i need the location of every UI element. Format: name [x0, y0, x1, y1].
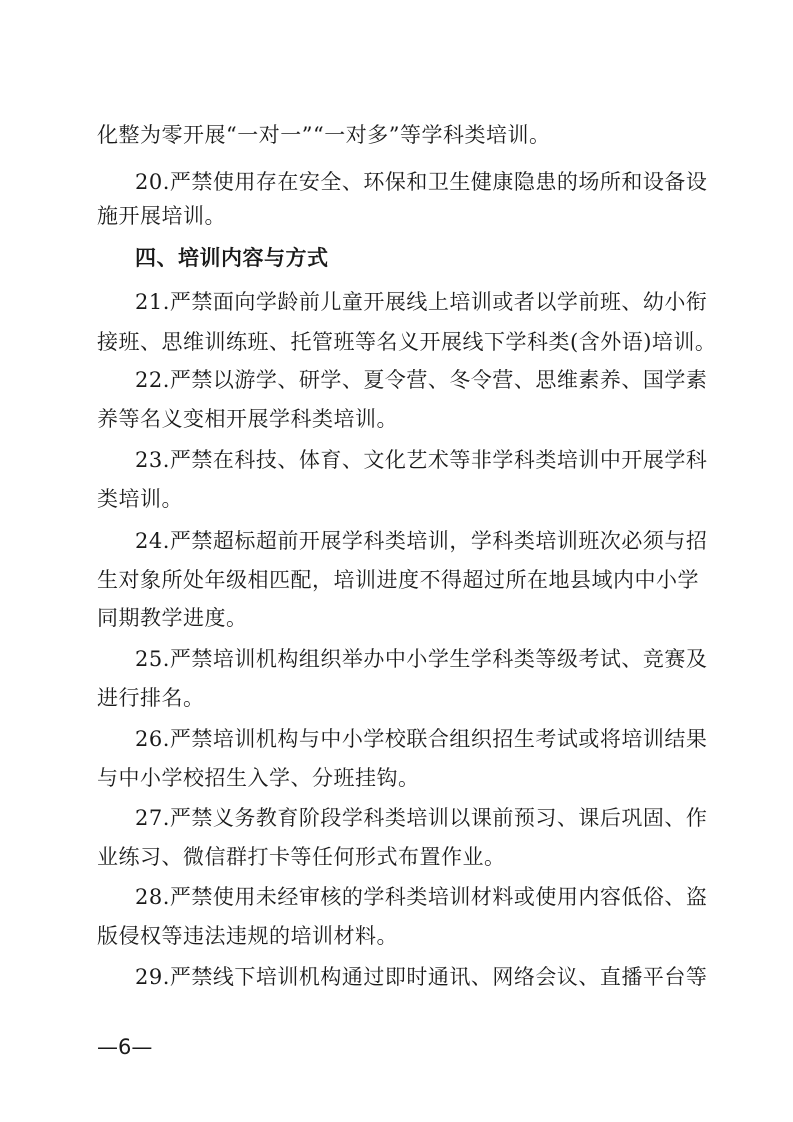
text-line: 接班、思维训练班、托管班等名义开展线下学科类(含外语)培训。 [97, 330, 717, 354]
text-line: 生对象所处年级相匹配，培训进度不得超过所在地县域内中小学 [97, 568, 699, 592]
text-line: 同期教学进度。 [97, 606, 248, 630]
text-line: 养等名义变相开展学科类培训。 [97, 407, 398, 431]
section-heading: 四、培训内容与方式 [135, 245, 329, 270]
text-line: 27.严禁义务教育阶段学科类培训以课前预习、课后巩固、作 [135, 806, 708, 830]
text-line: 29.严禁线下培训机构通过即时通讯、网络会议、直播平台等 [135, 965, 708, 989]
text-line: 与中小学校招生入学、分班挂钩。 [97, 766, 420, 790]
text-line: 21.严禁面向学龄前儿童开展线上培训或者以学前班、幼小衔 [135, 290, 708, 314]
text-line: 23.严禁在科技、体育、文化艺术等非学科类培训中开展学科 [135, 448, 708, 472]
text-line: 类培训。 [97, 487, 183, 511]
text-line: 26.严禁培训机构与中小学校联合组织招生考试或将培训结果 [135, 727, 708, 751]
text-line: 28.严禁使用未经审核的学科类培训材料或使用内容低俗、盗 [135, 885, 708, 909]
text-line: 施开展培训。 [97, 204, 226, 228]
text-line: 24.严禁超标超前开展学科类培训，学科类培训班次必须与招 [135, 529, 708, 553]
text-line: 20.严禁使用存在安全、环保和卫生健康隐患的场所和设备设 [135, 170, 708, 194]
text-line: 22.严禁以游学、研学、夏令营、冬令营、思维素养、国学素 [135, 368, 708, 392]
text-line: 版侵权等违法违规的培训材料。 [97, 924, 398, 948]
text-line: 化整为零开展“一对一”“一对多”等学科类培训。 [97, 123, 551, 147]
text-line: 进行排名。 [97, 686, 205, 710]
text-line: 25.严禁培训机构组织举办中小学生学科类等级考试、竞赛及 [135, 647, 708, 671]
page-number: —6— [97, 1035, 153, 1059]
text-line: 业练习、微信群打卡等任何形式布置作业。 [97, 845, 506, 869]
